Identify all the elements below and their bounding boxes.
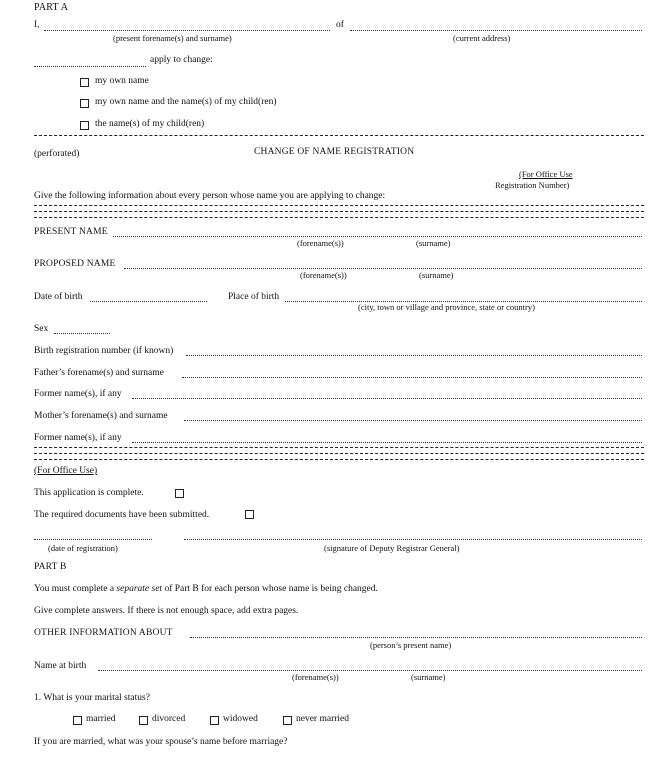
option-own-name-label: my own name (95, 76, 149, 86)
option-children-label: the name(s) of my child(ren) (95, 119, 205, 129)
birth-forename-caption: (forename(s)) (292, 672, 339, 682)
forenames-caption: (present forename(s) and surname) (113, 33, 232, 43)
signature-input[interactable] (184, 539, 642, 540)
former-name-2-label: Former name(s), if any (34, 433, 122, 443)
present-name-field[interactable] (44, 30, 330, 31)
widowed-checkbox[interactable] (210, 716, 219, 725)
part-a-heading: PART A (34, 2, 69, 13)
dob-label: Date of birth (34, 292, 83, 302)
part-b-heading: PART B (34, 562, 67, 572)
proposed-forename-caption: (forename(s)) (300, 270, 347, 280)
i-label: I, (34, 20, 40, 30)
perforated-label: (perforated) (34, 149, 80, 159)
former-name-2-input[interactable] (132, 442, 642, 443)
registration-date-input[interactable] (34, 539, 152, 540)
former-name-1-input[interactable] (132, 398, 642, 399)
other-info-label: OTHER INFORMATION ABOUT (34, 628, 173, 638)
separator-line (34, 217, 644, 218)
registration-number-label: Registration Number) (495, 180, 570, 190)
part-b-line-1-post: of Part B for each person whose name is being changed. (162, 584, 378, 594)
place-of-birth-label: Place of birth (228, 292, 280, 302)
present-name-caption: (person’s present name) (370, 640, 452, 650)
perforation-line (34, 135, 644, 136)
sex-input[interactable] (54, 333, 110, 334)
option-own-and-children-checkbox[interactable] (80, 99, 89, 108)
proposed-name-input[interactable] (124, 268, 642, 269)
mother-input[interactable] (184, 420, 642, 421)
of-label: of (336, 20, 344, 30)
office-use-heading: (For Office Use) (34, 466, 98, 476)
double-separator (34, 205, 644, 212)
marital-question: 1. What is your marital status? (34, 693, 150, 703)
complete-label: This application is complete. (34, 488, 144, 498)
instruction-text: Give the following information about every person whose name you are applying to change: (34, 191, 386, 201)
married-label: married (86, 714, 116, 724)
present-name-label: PRESENT NAME (34, 227, 108, 237)
widowed-label: widowed (223, 714, 258, 724)
birth-reg-input[interactable] (186, 355, 642, 356)
applicant-field[interactable] (34, 66, 146, 67)
former-name-1-label: Former name(s), if any (34, 389, 122, 399)
signature-caption: (signature of Deputy Registrar General) (324, 543, 460, 553)
never-married-label: never married (296, 714, 350, 724)
dob-input[interactable] (90, 301, 207, 302)
apply-label: apply to change: (150, 55, 213, 65)
never-married-checkbox[interactable] (283, 716, 292, 725)
place-caption: (city, town or village and province, state or country) (358, 302, 535, 312)
present-forename-caption: (forename(s)) (297, 238, 344, 248)
part-b-line-1-pre: You must complete a (34, 584, 117, 594)
married-checkbox[interactable] (73, 716, 82, 725)
address-caption: (current address) (453, 33, 511, 43)
part-b-line-2: Give complete answers. If there is not enough space, add extra pages. (34, 606, 299, 616)
documents-label: The required documents have been submitted. (34, 510, 210, 520)
father-input[interactable] (182, 377, 642, 378)
mother-label: Mother’s forename(s) and surname (34, 411, 168, 421)
present-surname-caption: (surname) (416, 238, 451, 248)
option-own-name-checkbox[interactable] (80, 78, 89, 87)
double-separator-2 (34, 447, 644, 454)
divorced-checkbox[interactable] (139, 716, 148, 725)
name-at-birth-label: Name at birth (34, 661, 87, 671)
complete-checkbox[interactable] (175, 489, 184, 498)
divorced-label: divorced (152, 714, 186, 724)
form-title: CHANGE OF NAME REGISTRATION (254, 147, 415, 157)
proposed-name-label: PROPOSED NAME (34, 259, 116, 269)
spouse-question: If you are married, what was your spouse’s name before marriage? (34, 737, 288, 747)
option-own-and-children-label: my own name and the name(s) of my child(ren) (95, 97, 277, 107)
sex-label: Sex (34, 324, 49, 334)
father-label: Father’s forename(s) and surname (34, 368, 164, 378)
part-b-line-1-em: separate set (116, 584, 163, 594)
name-at-birth-input[interactable] (98, 670, 642, 671)
birth-reg-label: Birth registration number (if known) (34, 346, 174, 356)
separator-line-2 (34, 459, 644, 460)
date-caption: (date of registration) (48, 543, 118, 553)
birth-surname-caption: (surname) (411, 672, 446, 682)
office-use-label: (For Office Use (519, 169, 573, 179)
proposed-surname-caption: (surname) (419, 270, 454, 280)
option-children-checkbox[interactable] (80, 121, 89, 130)
part-b-line-1 (34, 584, 378, 594)
other-info-input[interactable] (190, 637, 642, 638)
documents-checkbox[interactable] (245, 510, 254, 519)
present-name-input[interactable] (113, 236, 642, 237)
current-address-field[interactable] (350, 30, 642, 31)
